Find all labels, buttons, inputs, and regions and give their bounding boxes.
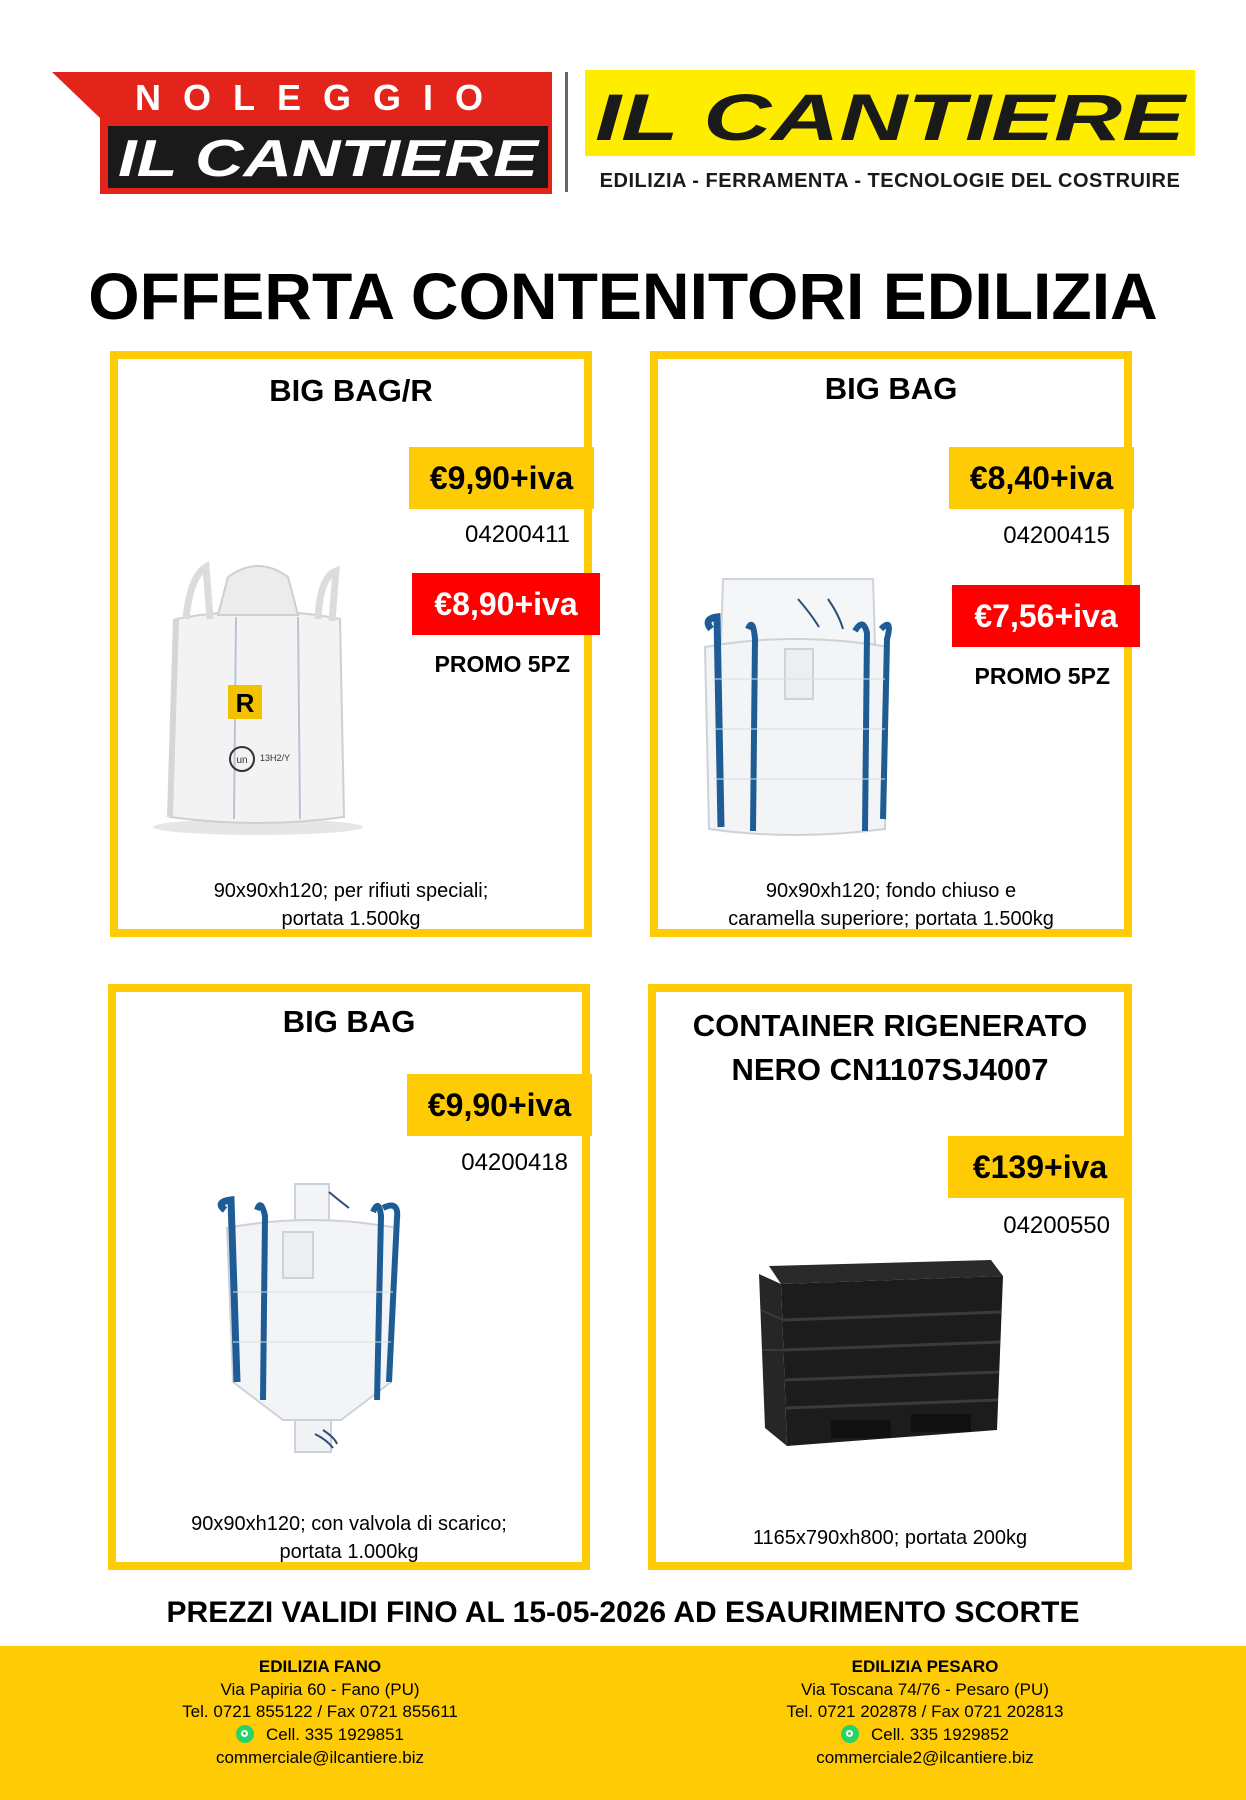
store-pesaro [715, 1656, 1135, 1770]
description-line: 1165x790xh800; portata 200kg [752, 1527, 1028, 1549]
product-code: 04200415 [1003, 522, 1110, 549]
logo-tagline: EDILIZIA - FERRAMENTA - TECNOLOGIE DEL COSTRUIRE [599, 170, 1181, 192]
noleggio-logo-bottom-text: IL CANTIERE [118, 130, 540, 188]
product-name-line: NERO CN1107SJ4007 [731, 1052, 1049, 1087]
description-line: 90x90xh120; per rifiuti speciali; [213, 880, 489, 902]
store-phone: Tel. 0721 202878 / Fax 0721 202813 [786, 1702, 1064, 1722]
store-cell-number: Cell. 335 1929852 [870, 1725, 1009, 1745]
promo-price: €8,90+iva [412, 573, 600, 635]
description-line: 90x90xh120; fondo chiuso e [765, 880, 1017, 902]
store-cell [110, 1724, 530, 1747]
product-name-line: CONTAINER RIGENERATO [692, 1008, 1088, 1043]
product-price: €139+iva [948, 1136, 1132, 1198]
store-email[interactable]: commerciale@ilcantiere.biz [215, 1747, 425, 1767]
il-cantiere-logo-text: IL CANTIERE [595, 80, 1188, 154]
store-fano [110, 1656, 530, 1770]
product-code: 04200418 [461, 1149, 568, 1176]
product-description [116, 1510, 582, 1566]
promo-price: €7,56+iva [952, 585, 1140, 647]
store-cell-number: Cell. 335 1929851 [265, 1725, 404, 1745]
product-name: BIG BAG [282, 1004, 416, 1039]
product-description [656, 1524, 1124, 1552]
big-bag-valve-icon [211, 1172, 411, 1472]
store-cell [715, 1724, 1135, 1747]
description-line: portata 1.000kg [279, 1541, 419, 1563]
big-bag-r-un: un [236, 755, 248, 766]
noleggio-logo-top-text: NOLEGGIO [134, 77, 506, 118]
store-address: Via Toscana 74/76 - Pesaro (PU) [801, 1679, 1049, 1699]
store-name: EDILIZIA FANO [258, 1657, 382, 1676]
product-card-big-bag-closed [650, 351, 1132, 937]
description-line: caramella superiore; portata 1.500kg [728, 908, 1054, 930]
description-line: 90x90xh120; con valvola di scarico; [191, 1513, 507, 1535]
whatsapp-icon [236, 1725, 254, 1743]
product-price: €9,90+iva [407, 1074, 592, 1136]
big-bag-r-code: 13H2/Y [260, 753, 291, 763]
store-address: Via Papiria 60 - Fano (PU) [220, 1679, 420, 1699]
product-name: BIG BAG [824, 371, 958, 406]
product-name [656, 1004, 1124, 1092]
black-container-icon [751, 1250, 1011, 1460]
big-bag-r-letter: R [235, 688, 255, 718]
whatsapp-icon [841, 1725, 859, 1743]
big-bag-r-icon [148, 547, 368, 837]
il-cantiere-logo [585, 70, 1195, 196]
product-description [658, 877, 1124, 933]
product-card-big-bag-valve [108, 984, 590, 1570]
description-line: portata 1.500kg [281, 908, 421, 930]
product-card-container [648, 984, 1132, 1570]
product-name: BIG BAG/R [269, 373, 433, 408]
big-bag-closed-icon [693, 569, 913, 859]
store-email[interactable]: commerciale2@ilcantiere.biz [816, 1747, 1034, 1767]
validity-notice: PREZZI VALIDI FINO AL 15-05-2026 AD ESAURIMENTO SCORTE [166, 1596, 1080, 1629]
product-price: €9,90+iva [409, 447, 594, 509]
product-code: 04200411 [465, 521, 570, 548]
promo-label: PROMO 5PZ [974, 663, 1110, 689]
footer [0, 1646, 1246, 1800]
promo-label: PROMO 5PZ [434, 651, 570, 677]
store-phone: Tel. 0721 855122 / Fax 0721 855611 [182, 1702, 458, 1722]
product-description [118, 877, 584, 933]
product-price: €8,40+iva [949, 447, 1134, 509]
product-card-big-bag-r [110, 351, 592, 937]
noleggio-logo [52, 72, 552, 194]
logo-divider [565, 72, 568, 192]
page-title: OFFERTA CONTENITORI EDILIZIA [88, 259, 1158, 333]
store-name: EDILIZIA PESARO [851, 1657, 999, 1676]
product-code: 04200550 [1003, 1212, 1110, 1239]
